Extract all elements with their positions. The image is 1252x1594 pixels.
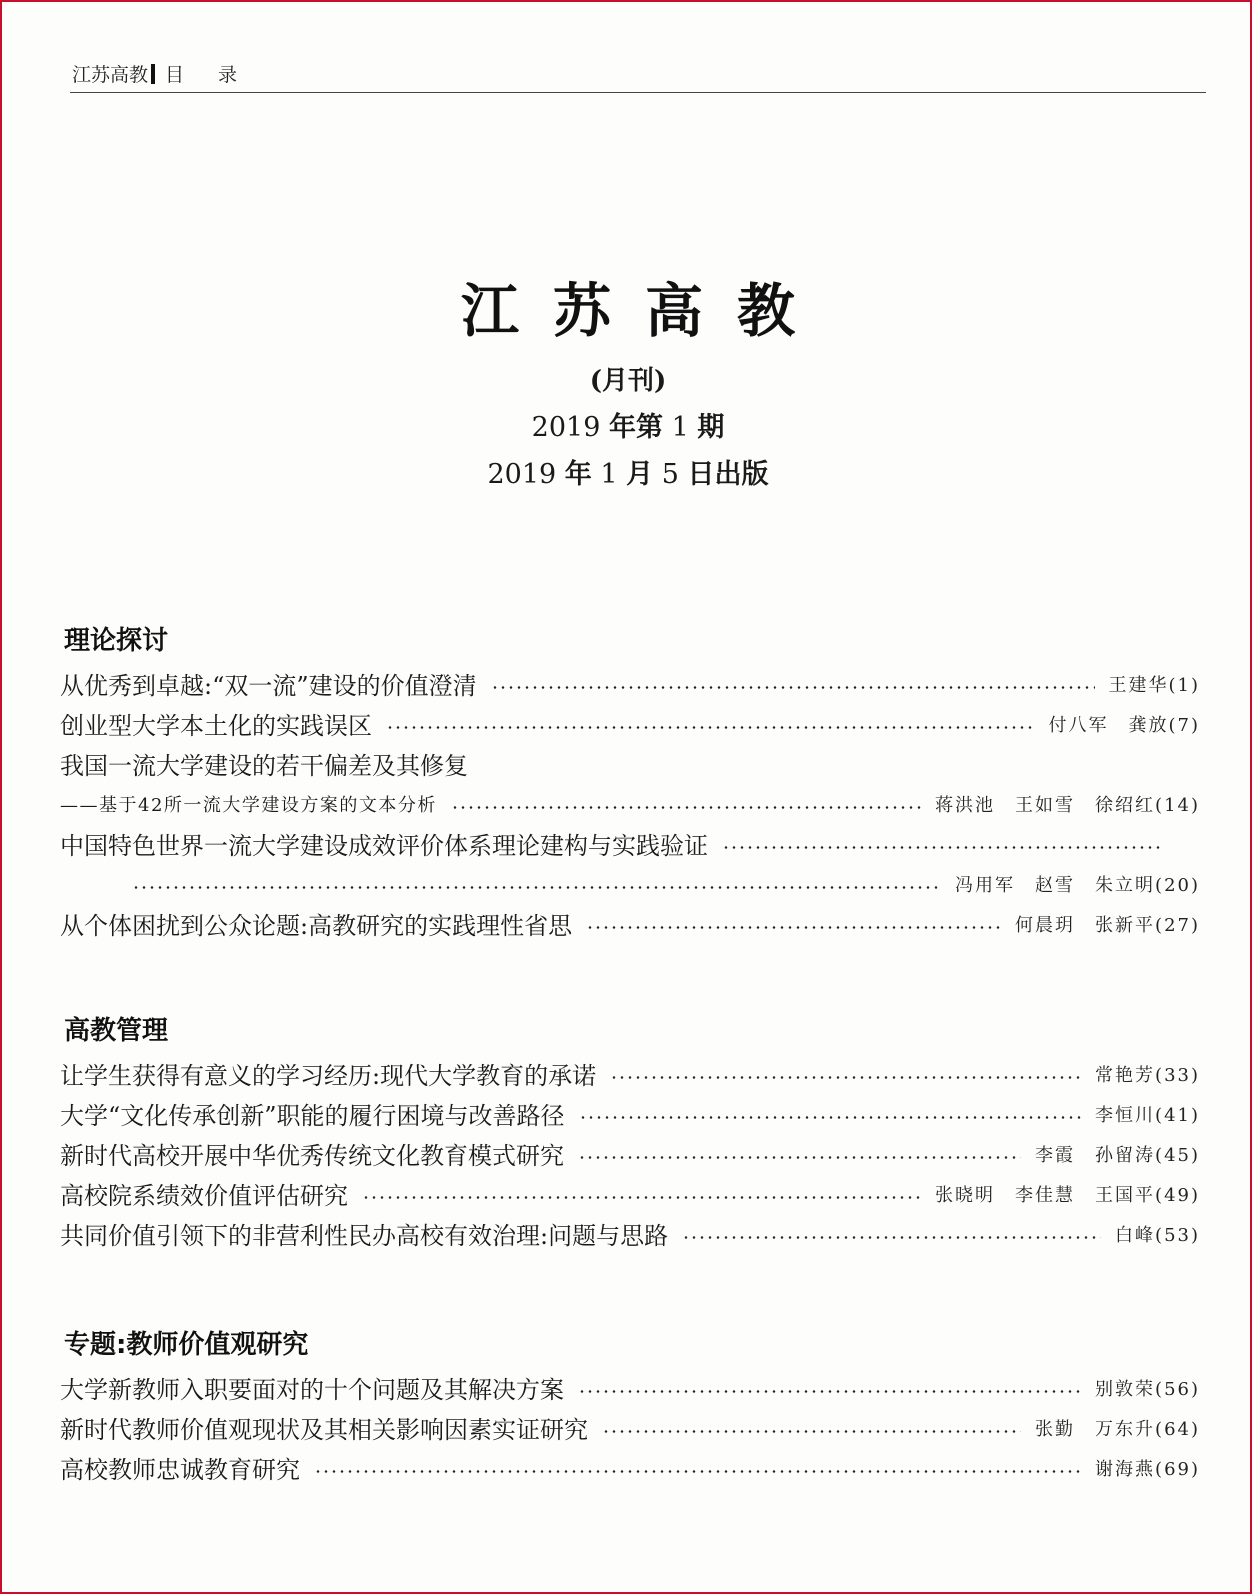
toc-entry[interactable] xyxy=(60,821,1200,861)
entry-title: 高校教师忠诚教育研究 xyxy=(60,1456,300,1484)
toc-entry[interactable] xyxy=(60,1405,1200,1445)
toc-entry[interactable] xyxy=(60,661,1200,701)
entry-title: 大学新教师入职要面对的十个问题及其解决方案 xyxy=(60,1376,564,1404)
toc-entry[interactable] xyxy=(60,901,1200,941)
running-head-journal: 江苏高教 xyxy=(72,64,149,86)
pub-month: 1 xyxy=(600,459,618,490)
entry-authors: 张晓明 李佳慧 王国平(49) xyxy=(935,1185,1200,1206)
section-management xyxy=(60,1010,1200,1251)
leader-dots xyxy=(578,1156,1021,1159)
entry-authors: 常艳芳(33) xyxy=(1095,1065,1200,1086)
toc-entry[interactable] xyxy=(60,1131,1200,1171)
entry-authors: 王建华(1) xyxy=(1108,675,1200,696)
header-rule xyxy=(70,92,1206,93)
toc-entry[interactable] xyxy=(60,1211,1200,1251)
leader-dots xyxy=(722,846,1164,849)
toc-entry[interactable] xyxy=(60,1171,1200,1211)
entry-authors: 别敦荣(56) xyxy=(1095,1379,1200,1400)
leader-dots xyxy=(610,1076,1081,1079)
pub-year: 2019 xyxy=(487,459,557,490)
toc-entry[interactable] xyxy=(60,1365,1200,1405)
leader-dots xyxy=(602,1430,1021,1433)
masthead xyxy=(2,264,1252,491)
toc-entry[interactable] xyxy=(60,1051,1200,1091)
entry-authors: 李霞 孙留涛(45) xyxy=(1035,1145,1200,1166)
entry-title: 大学“文化传承创新”职能的履行困境与改善路径 xyxy=(60,1102,565,1130)
toc-entry[interactable] xyxy=(60,741,1200,781)
publication-date xyxy=(2,452,1252,491)
toc-entry[interactable] xyxy=(60,701,1200,741)
entry-authors: 冯用军 赵雪 朱立明(20) xyxy=(955,875,1200,896)
leader-dots xyxy=(491,686,1095,689)
journal-title: 江苏高教 xyxy=(460,277,829,345)
leader-dots xyxy=(451,806,921,809)
entry-authors: 付八军 龚放(7) xyxy=(1048,715,1200,736)
leader-dots xyxy=(314,1470,1081,1473)
section-title: 理论探讨 xyxy=(64,626,169,656)
entry-title: 从优秀到卓越:“双一流”建设的价值澄清 xyxy=(60,672,477,700)
leader-dots xyxy=(682,1236,1101,1239)
leader-dots xyxy=(586,926,1001,929)
frequency: (月刊) xyxy=(589,366,667,396)
running-head xyxy=(72,60,251,87)
entry-authors: 蒋洪池 王如雪 徐绍红(14) xyxy=(935,795,1200,816)
entry-title: 创业型大学本土化的实践误区 xyxy=(60,712,372,740)
leader-dots xyxy=(132,886,941,889)
issue-line xyxy=(2,405,1252,444)
pub-month-unit: 月 xyxy=(626,459,654,490)
entry-title: 新时代高校开展中华优秀传统文化教育模式研究 xyxy=(60,1142,564,1170)
entry-authors: 何晨玥 张新平(27) xyxy=(1015,915,1200,936)
pub-day-unit: 日出版 xyxy=(687,459,769,490)
issue-mid: 年第 xyxy=(608,412,663,443)
entry-title: 让学生获得有意义的学习经历:现代大学教育的承诺 xyxy=(60,1062,597,1090)
separator-bar xyxy=(151,64,155,84)
toc-entry[interactable] xyxy=(60,1445,1200,1485)
entry-title: 新时代教师价值观现状及其相关影响因素实证研究 xyxy=(60,1416,588,1444)
toc-entry-continuation[interactable] xyxy=(60,861,1200,901)
pub-year-unit: 年 xyxy=(564,459,592,490)
section-title: 专题:教师价值观研究 xyxy=(64,1330,309,1360)
leader-dots xyxy=(578,1390,1081,1393)
entry-title: 从个体困扰到公众论题:高教研究的实践理性省思 xyxy=(60,912,573,940)
section-title: 高教管理 xyxy=(64,1016,169,1046)
entry-authors: 张勤 万东升(64) xyxy=(1035,1419,1200,1440)
entry-title: 共同价值引领下的非营利性民办高校有效治理:问题与思路 xyxy=(60,1222,669,1250)
section-theory xyxy=(60,620,1200,941)
issue-number: 1 xyxy=(671,412,689,443)
entry-authors: 谢海燕(69) xyxy=(1095,1459,1200,1480)
running-head-section: 目 录 xyxy=(165,64,252,86)
entry-authors: 白峰(53) xyxy=(1115,1225,1200,1246)
pub-day: 5 xyxy=(661,459,679,490)
issue-year: 2019 xyxy=(531,412,601,443)
toc-entry-subtitle[interactable] xyxy=(60,781,1200,821)
issue-end: 期 xyxy=(697,412,725,443)
leader-dots xyxy=(579,1116,1082,1119)
section-special-topic xyxy=(60,1324,1200,1485)
entry-title: 我国一流大学建设的若干偏差及其修复 xyxy=(60,752,468,780)
leader-dots xyxy=(362,1196,921,1199)
toc-entry[interactable] xyxy=(60,1091,1200,1131)
leader-dots xyxy=(386,726,1035,729)
entry-authors: 李恒川(41) xyxy=(1095,1105,1200,1126)
entry-title: 高校院系绩效价值评估研究 xyxy=(60,1182,348,1210)
entry-title: 中国特色世界一流大学建设成效评价体系理论建构与实践验证 xyxy=(60,832,708,860)
entry-subtitle: ——基于42所一流大学建设方案的文本分析 xyxy=(60,795,437,816)
